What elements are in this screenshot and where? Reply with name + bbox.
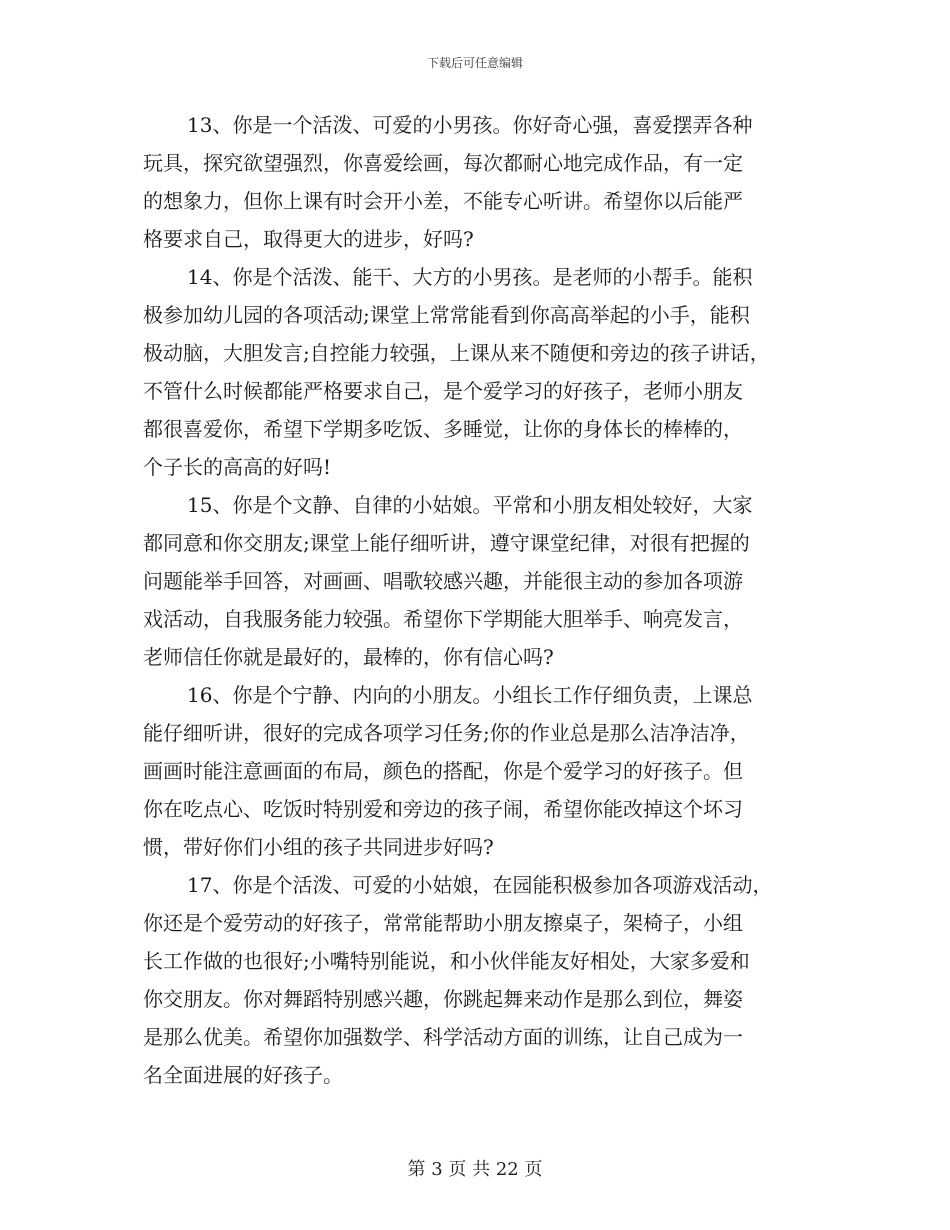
body-line: 你在吃点心、吃饭时特别爱和旁边的孩子闹，希望你能改掉这个坏习 [143,797,743,821]
body-line: 问题能举手回答，对画画、唱歌较感兴趣，并能很主动的参加各项游 [143,569,743,593]
body-line: 极动脑，大胆发言;自控能力较强，上课从来不随便和旁边的孩子讲话， [143,341,770,365]
body-line: 14、你是个活泼、能干、大方的小男孩。是老师的小帮手。能积 [187,265,753,289]
body-line: 个子长的高高的好吗! [143,455,332,479]
body-line: 都同意和你交朋友;课堂上能仔细听讲，遵守课堂纪律，对很有把握的 [143,531,750,555]
body-line: 你还是个爱劳动的好孩子，常常能帮助小朋友擦桌子，架椅子，小组 [143,911,743,935]
body-line: 的想象力，但你上课有时会开小差，不能专心听讲。希望你以后能严 [143,189,743,213]
body-line: 老师信任你就是最好的，最棒的，你有信心吗? [143,645,554,669]
body-line: 15、你是个文静、自律的小姑娘。平常和小朋友相处较好，大家 [187,493,753,517]
body-line: 13、你是一个活泼、可爱的小男孩。你好奇心强，喜爱摆弄各种 [187,113,753,137]
header-note: 下载后可任意编辑 [426,56,523,70]
body-line: 17、你是个活泼、可爱的小姑娘，在园能积极参加各项游戏活动， [187,873,773,897]
body-line: 能仔细听讲，很好的完成各项学习任务;你的作业总是那么洁净洁净， [143,721,750,745]
page-number-footer: 第 3 页 共 22 页 [407,1159,543,1180]
body-line: 16、你是个宁静、内向的小朋友。小组长工作仔细负责，上课总 [187,683,753,707]
body-line: 你交朋友。你对舞蹈特别感兴趣，你跳起舞来动作是那么到位，舞姿 [143,987,743,1011]
body-line: 惯，带好你们小组的孩子共同进步好吗? [143,835,494,859]
body-line: 不管什么时候都能严格要求自己，是个爱学习的好孩子，老师小朋友 [143,379,743,403]
body-line: 名全面进展的好孩子。 [143,1063,343,1087]
body-line: 长工作做的也很好;小嘴特别能说，和小伙伴能友好相处，大家多爱和 [143,949,750,973]
body-line: 玩具，探究欲望强烈，你喜爱绘画，每次都耐心地完成作品，有一定 [143,151,743,175]
body-line: 戏活动，自我服务能力较强。希望你下学期能大胆举手、响亮发言， [143,607,743,631]
body-line: 格要求自己，取得更大的进步，好吗? [143,227,474,251]
body-line: 极参加幼儿园的各项活动;课堂上常常能看到你高高举起的小手，能积 [143,303,750,327]
body-line: 画画时能注意画面的布局，颜色的搭配，你是个爱学习的好孩子。但 [143,759,743,783]
body-line: 都很喜爱你，希望下学期多吃饭、多睡觉，让你的身体长的棒棒的， [143,417,743,441]
body-line: 是那么优美。希望你加强数学、科学活动方面的训练，让自己成为一 [143,1025,743,1049]
